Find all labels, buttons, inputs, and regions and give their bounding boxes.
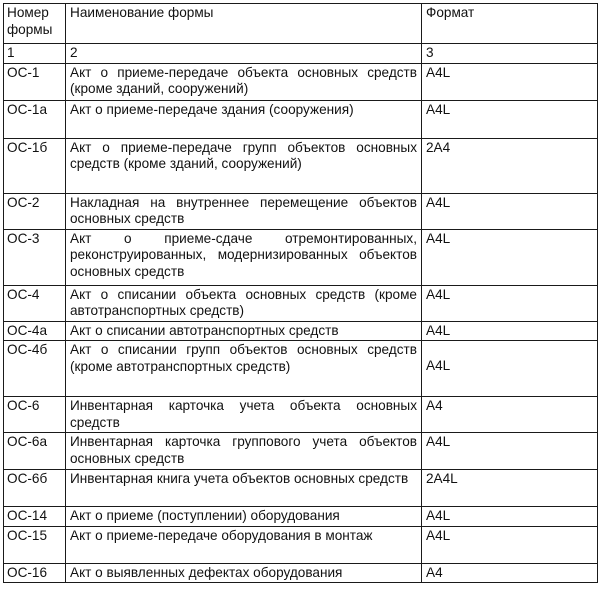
form-name: Акт о приеме-передаче групп объектов основных средств (кроме зданий, сооружений) [66,138,422,193]
form-name: Акт о выявленных дефектах оборудования [66,563,422,583]
table-row [4,100,598,138]
table-row [4,138,598,193]
form-format: A4L [422,526,598,563]
form-code: ОС-1 [4,63,66,100]
form-code: ОС-16 [4,563,66,583]
form-format: A4 [422,563,598,583]
form-name: Акт о приеме-передаче здания (сооружения) [66,100,422,138]
table-row [4,507,598,527]
form-name: Инвентарная карточка учета объекта основных средств [66,397,422,433]
numbering-cell-3: 3 [422,44,598,64]
header-row [4,4,598,44]
table-row [4,321,598,341]
form-code: ОС-3 [4,229,66,285]
numbering-row [4,44,598,64]
table-row [4,526,598,563]
form-name: Акт о списании объекта основных средств (кроме автотранспортных средств) [66,285,422,321]
table-row [4,229,598,285]
table-row [4,341,598,397]
form-name: Акт о приеме (поступлении) оборудования [66,507,422,527]
form-code: ОС-4а [4,321,66,341]
form-name: Накладная на внутреннее перемещение объектов основных средств [66,193,422,229]
form-format-value: A4L [426,358,451,373]
forms-table [3,3,598,583]
table-row [4,193,598,229]
form-code: ОС-4 [4,285,66,321]
numbering-cell-1: 1 [4,44,66,64]
form-code: ОС-6 [4,397,66,433]
header-form-name: Наименование формы [66,4,422,44]
form-format: A4L [422,321,598,341]
form-name: Акт о списании групп объектов основных средств (кроме автотранспортных средств) [66,341,422,397]
form-format: A4L [422,229,598,285]
form-name: Акт о списании автотранспортных средств [66,321,422,341]
form-name: Инвентарная карточка группового учета объектов основных средств [66,433,422,470]
form-code: ОС-1а [4,100,66,138]
header-form-number: Номер формы [4,4,66,44]
form-code: ОС-4б [4,341,66,397]
table-row [4,397,598,433]
form-name: Акт о приеме-передаче оборудования в монтаж [66,526,422,563]
form-code: ОС-1б [4,138,66,193]
numbering-cell-2: 2 [66,44,422,64]
form-format: A4 [422,397,598,433]
form-format: A4L [422,285,598,321]
form-format: A4L [422,433,598,470]
header-format: Формат [422,4,598,44]
form-name: Акт о приеме-сдаче отремонтированных, реконструированных, модернизированных объектов основных средств [66,229,422,285]
table-row [4,470,598,507]
form-code: ОС-14 [4,507,66,527]
form-code: ОС-15 [4,526,66,563]
form-name: Инвентарная книга учета объектов основных средств [66,470,422,507]
form-format: 2A4 [422,138,598,193]
form-code: ОС-6б [4,470,66,507]
form-format: A4L [422,63,598,100]
form-format: A4L [422,100,598,138]
form-code: ОС-2 [4,193,66,229]
form-format: 2A4L [422,470,598,507]
form-code: ОС-6а [4,433,66,470]
table-row [4,63,598,100]
form-format [422,341,598,397]
form-format: A4L [422,507,598,527]
table-row [4,433,598,470]
table-row [4,563,598,583]
form-format: A4L [422,193,598,229]
form-name: Акт о приеме-передаче объекта основных средств (кроме зданий, сооружений) [66,63,422,100]
table-row [4,285,598,321]
